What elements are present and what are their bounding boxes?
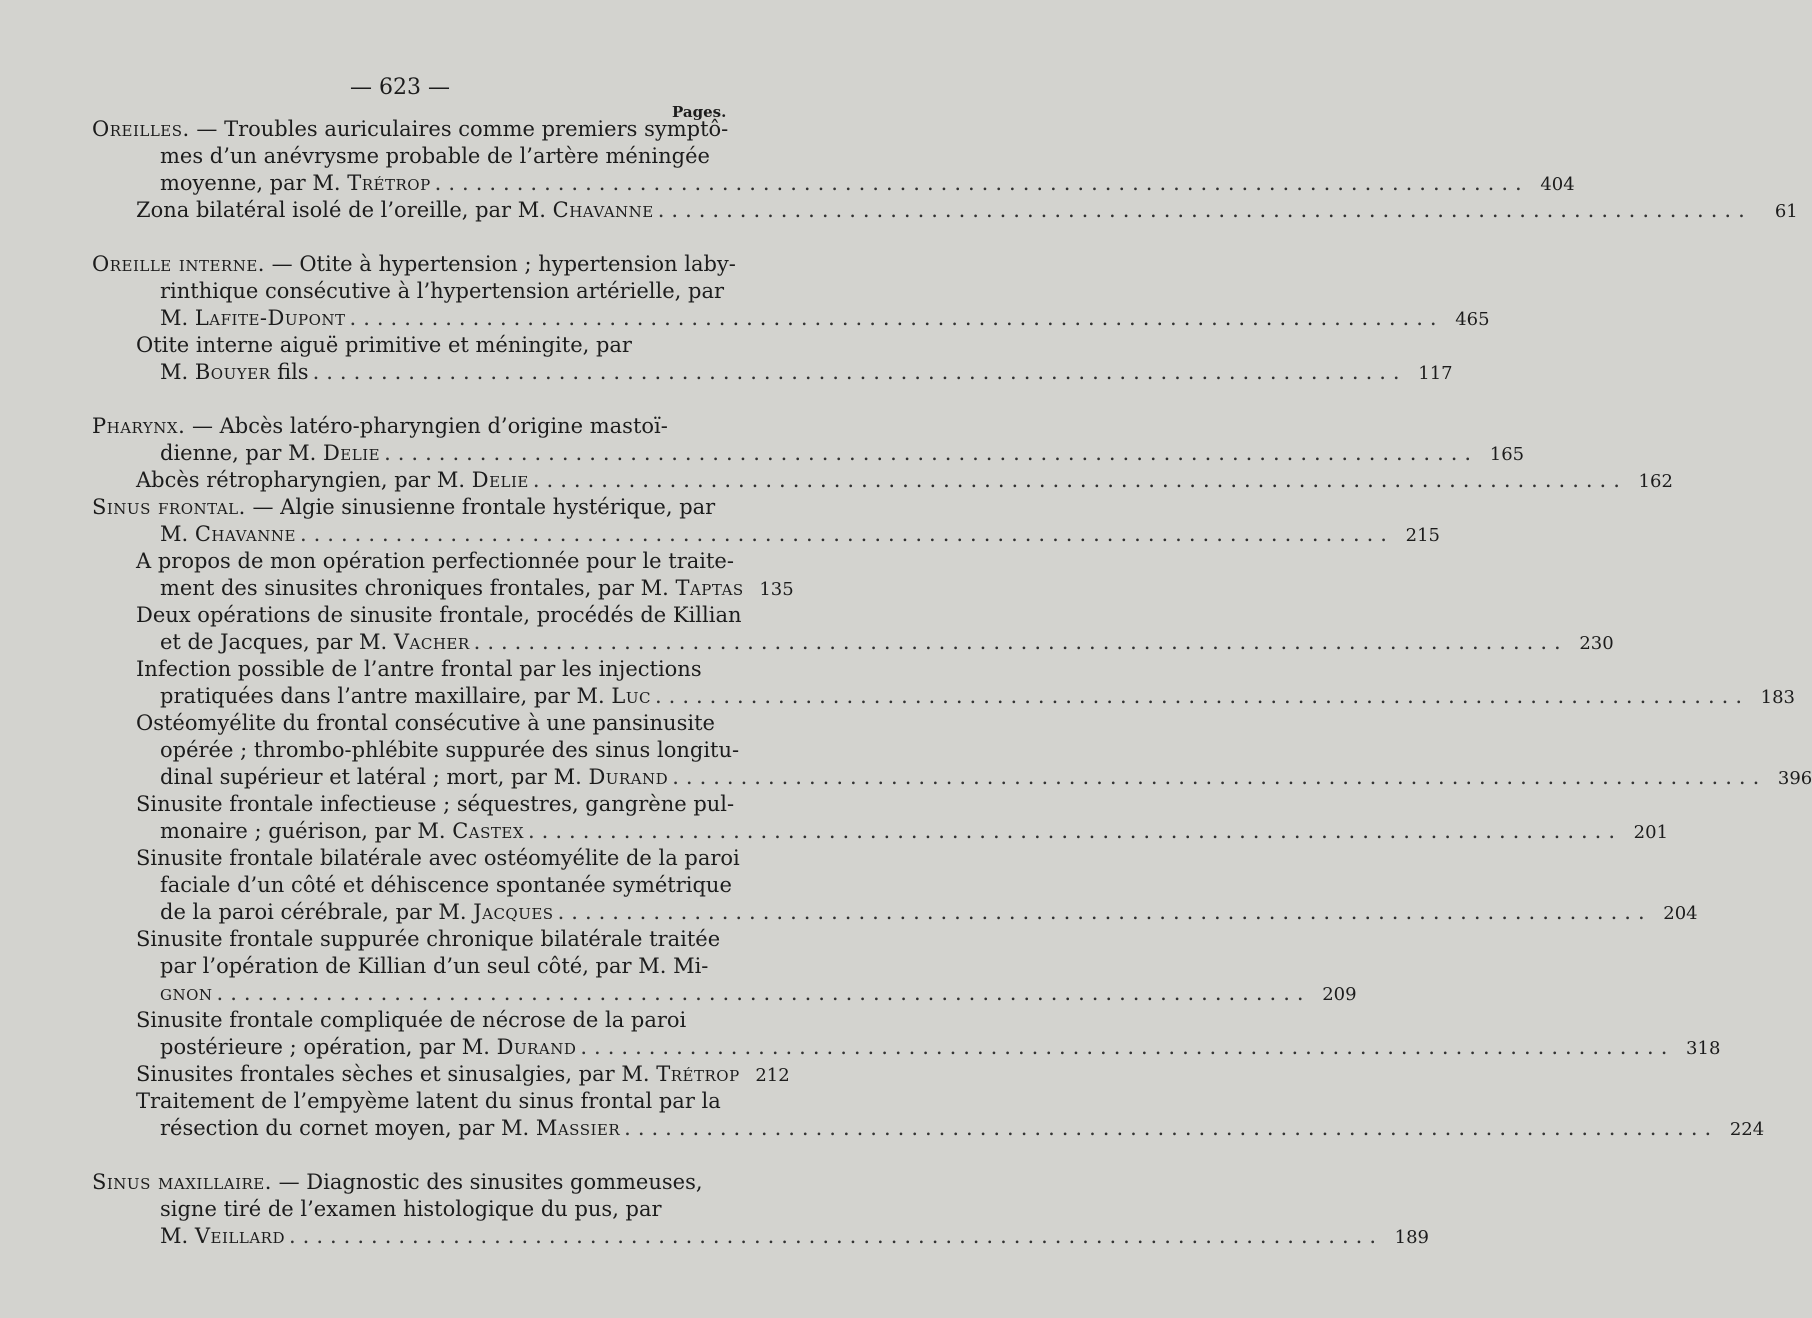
entry-line xyxy=(92,656,702,683)
index-entry xyxy=(92,413,1525,467)
author-name: Lafite-Dupont xyxy=(194,306,346,330)
entry-text: signe tiré de l’examen histologique du pus, par xyxy=(160,1197,662,1221)
index-entry xyxy=(92,116,1575,197)
page-reference: 318 xyxy=(1686,1038,1721,1059)
leader-dots: ................................................................................ xyxy=(557,900,1652,924)
entry-line xyxy=(92,197,1798,224)
entry-line xyxy=(92,953,709,980)
page-reference: 61 xyxy=(1774,201,1798,222)
leader-dots: ................................................................................ xyxy=(624,1116,1719,1140)
author-name: Jacques xyxy=(473,900,554,924)
entry-line xyxy=(92,1007,687,1034)
entry-line xyxy=(92,494,716,521)
author-name: Chavanne xyxy=(194,522,296,546)
page-reference: 465 xyxy=(1455,309,1490,330)
entry-line xyxy=(92,1034,1721,1061)
section-gap xyxy=(92,1142,714,1169)
entry-text: A propos de mon opération perfectionnée pour le traite- xyxy=(136,549,734,573)
entry-text: pratiquées dans l’antre maxillaire, par M. Luc xyxy=(160,684,651,708)
entry-line xyxy=(92,359,1453,386)
index-entry xyxy=(92,926,1357,1007)
author-name: Chavanne xyxy=(552,198,654,222)
entry-text: résection du cornet moyen, par M. Massier xyxy=(160,1116,621,1140)
entry-text: Infection possible de l’antre frontal par les injections xyxy=(136,657,702,681)
leader-dots: ................................................................................ xyxy=(654,684,1750,708)
index-entry xyxy=(92,1061,790,1088)
author-name: Delie xyxy=(322,441,381,465)
author-name: Bouyer xyxy=(194,360,271,384)
entry-line xyxy=(92,818,1669,845)
entry-line xyxy=(92,521,1440,548)
entry-line xyxy=(92,170,1575,197)
entry-text: Oreille interne. — Otite à hypertension ; hypertension laby- xyxy=(92,252,736,276)
entry-line xyxy=(92,1223,1430,1250)
index-entry xyxy=(92,332,1453,386)
entry-text: dinal supérieur et latéral ; mort, par M. Durand xyxy=(160,765,669,789)
leader-dots: ................................................................................ xyxy=(312,360,1407,384)
entry-text: Oreilles. — Troubles auriculaires comme premiers symptô- xyxy=(92,117,729,141)
index-entry xyxy=(92,467,1673,494)
section-heading: Sinus maxillaire. xyxy=(92,1170,272,1194)
page-reference: 162 xyxy=(1638,471,1673,492)
entry-line xyxy=(92,1061,790,1088)
author-name: Massier xyxy=(535,1116,621,1140)
entry-text: et de Jacques, par M. Vacher xyxy=(160,630,470,654)
entry-line xyxy=(92,143,710,170)
entry-text: Sinusite frontale bilatérale avec ostéomyélite de la paroi xyxy=(136,846,740,870)
entry-text: par l’opération de Killian d’un seul côté, par M. Mi- xyxy=(160,954,709,978)
page-reference: 201 xyxy=(1633,822,1669,843)
entry-line xyxy=(92,629,1614,656)
entry-text: Deux opérations de sinusite frontale, procédés de Killian xyxy=(136,603,742,627)
author-name: Durand xyxy=(588,765,669,789)
author-name: Luc xyxy=(611,684,651,708)
section-heading: Oreilles. xyxy=(92,117,190,141)
entry-line xyxy=(92,791,735,818)
page-reference: 165 xyxy=(1489,444,1525,465)
entry-line xyxy=(92,413,668,440)
entry-line xyxy=(92,980,1357,1007)
page-reference: 209 xyxy=(1322,984,1357,1005)
leader-dots: ................................................................................ xyxy=(528,819,1623,843)
page-reference: 204 xyxy=(1663,903,1698,924)
entry-line xyxy=(92,602,742,629)
entry-text: Abcès rétropharyngien, par M. Delie xyxy=(136,468,529,492)
entry-text: Ostéomyélite du frontal consécutive à une pansinusite xyxy=(136,711,715,735)
entry-text xyxy=(160,980,213,1007)
entry-text: moyenne, par M. Trétrop xyxy=(160,171,431,195)
entry-line xyxy=(92,764,1812,791)
author-name: gnon xyxy=(160,981,213,1005)
entry-text: Sinus maxillaire. — Diagnostic des sinusites gommeuses, xyxy=(92,1170,703,1194)
index-entry xyxy=(92,710,1812,791)
leader-dots: ................................................................................ xyxy=(384,441,1479,465)
page-reference: 396 xyxy=(1777,768,1812,789)
page-reference: 189 xyxy=(1394,1227,1430,1248)
page-reference: 117 xyxy=(1418,363,1453,384)
leader-dots: ................................................................................ xyxy=(580,1035,1675,1059)
entry-text: mes d’un anévrysme probable de l’artère méningée xyxy=(160,144,710,168)
leader-dots: ................................................................................ xyxy=(299,522,1394,546)
page-reference: 230 xyxy=(1579,633,1614,654)
leader-dots: ................................................................................ xyxy=(473,630,1568,654)
index-entry xyxy=(92,548,794,602)
entry-text: Otite interne aiguë primitive et méningite, par xyxy=(136,333,632,357)
author-name: Durand xyxy=(496,1035,577,1059)
leader-dots: ................................................................................ xyxy=(657,198,1752,222)
index-section xyxy=(92,116,1798,224)
entry-line xyxy=(92,899,1698,926)
entry-text: Sinusite frontale infectieuse ; séquestres, gangrène pul- xyxy=(136,792,735,816)
entry-text: Sinusites frontales sèches et sinusalgies, par M. Trétrop xyxy=(136,1062,740,1086)
index-entry xyxy=(92,251,1490,332)
index-section xyxy=(92,413,1673,494)
entry-text: M. Lafite-Dupont xyxy=(160,306,346,330)
index-content xyxy=(92,116,1812,1250)
page-number: — 623 — xyxy=(350,75,450,100)
entry-text: rinthique consécutive à l’hypertension artérielle, par xyxy=(160,279,725,303)
index-entry xyxy=(92,1088,1765,1142)
page-reference: 183 xyxy=(1760,687,1796,708)
index-section xyxy=(92,1169,1430,1250)
entry-line xyxy=(92,737,740,764)
index-section xyxy=(92,251,1490,386)
entry-text: Zona bilatéral isolé de l’oreille, par M. Chavanne xyxy=(136,198,654,222)
entry-line xyxy=(92,305,1490,332)
entry-text: monaire ; guérison, par M. Castex xyxy=(160,819,524,843)
leader-dots: ................................................................................ xyxy=(434,171,1529,195)
entry-line xyxy=(92,440,1525,467)
section-heading: Sinus frontal. xyxy=(92,495,246,519)
entry-text: faciale d’un côté et déhiscence spontanée symétrique xyxy=(160,873,732,897)
pages-column-label: Pages. xyxy=(672,103,727,121)
section-heading: Oreille interne. xyxy=(92,252,265,276)
leader-dots: ................................................................................ xyxy=(288,1224,1384,1248)
index-entry xyxy=(92,494,1440,548)
author-name: Taptas xyxy=(675,576,744,600)
index-entry xyxy=(92,197,1798,224)
page-reference: 212 xyxy=(755,1065,790,1086)
section-gap xyxy=(92,386,714,413)
entry-text: M. Veillard xyxy=(160,1224,285,1248)
index-entry xyxy=(92,602,1614,656)
entry-text: dienne, par M. Delie xyxy=(160,441,381,465)
author-name: Castex xyxy=(452,819,524,843)
page-reference: 215 xyxy=(1405,525,1440,546)
entry-text: opérée ; thrombo-phlébite suppurée des sinus longitu- xyxy=(160,738,740,762)
index-entry xyxy=(92,845,1698,926)
entry-text: de la paroi cérébrale, par M. Jacques xyxy=(160,900,554,924)
entry-text: Traitement de l’empyème latent du sinus frontal par la xyxy=(136,1089,721,1113)
leader-dots: ................................................................................ xyxy=(349,306,1444,330)
author-name: Trétrop xyxy=(347,171,431,195)
entry-text: postérieure ; opération, par M. Durand xyxy=(160,1035,577,1059)
entry-line xyxy=(92,683,1796,710)
index-entry xyxy=(92,1169,1430,1250)
entry-line xyxy=(92,1169,703,1196)
entry-line xyxy=(92,116,729,143)
entry-text: ment des sinusites chroniques frontales, par M. Taptas xyxy=(160,576,744,600)
entry-text: Sinus frontal. — Algie sinusienne frontale hystérique, par xyxy=(92,495,716,519)
leader-dots: ................................................................................ xyxy=(532,468,1627,492)
entry-text: M. Chavanne xyxy=(160,522,296,546)
page-reference: 135 xyxy=(759,579,794,600)
index-entry xyxy=(92,656,1796,710)
entry-line xyxy=(92,467,1673,494)
index-entry xyxy=(92,1007,1721,1061)
index-entry xyxy=(92,791,1669,845)
entry-line xyxy=(92,278,725,305)
section-heading: Pharynx. xyxy=(92,414,186,438)
author-name: Trétrop xyxy=(656,1062,740,1086)
entry-line xyxy=(92,1088,721,1115)
entry-line xyxy=(92,575,794,602)
entry-line xyxy=(92,548,734,575)
index-section xyxy=(92,494,1812,1142)
entry-line xyxy=(92,845,740,872)
author-name: Veillard xyxy=(194,1224,285,1248)
entry-text: M. Bouyer fils xyxy=(160,360,309,384)
author-name: Delie xyxy=(471,468,529,492)
entry-line xyxy=(92,710,715,737)
entry-line xyxy=(92,332,668,359)
leader-dots: ................................................................................ xyxy=(672,765,1767,789)
page-reference: 404 xyxy=(1540,174,1575,195)
leader-dots: ................................................................................ xyxy=(216,981,1311,1005)
entry-text: Pharynx. — Abcès latéro-pharyngien d’origine mastoï- xyxy=(92,414,668,438)
author-name: Vacher xyxy=(393,630,470,654)
entry-line xyxy=(92,1196,668,1223)
entry-text: Sinusite frontale suppurée chronique bilatérale traitée xyxy=(136,927,721,951)
entry-line xyxy=(92,251,736,278)
page-reference: 224 xyxy=(1729,1119,1765,1140)
entry-line xyxy=(92,872,732,899)
section-gap xyxy=(92,224,714,251)
entry-line xyxy=(92,926,721,953)
entry-line xyxy=(92,1115,1765,1142)
entry-text: Sinusite frontale compliquée de nécrose de la paroi xyxy=(136,1008,687,1032)
